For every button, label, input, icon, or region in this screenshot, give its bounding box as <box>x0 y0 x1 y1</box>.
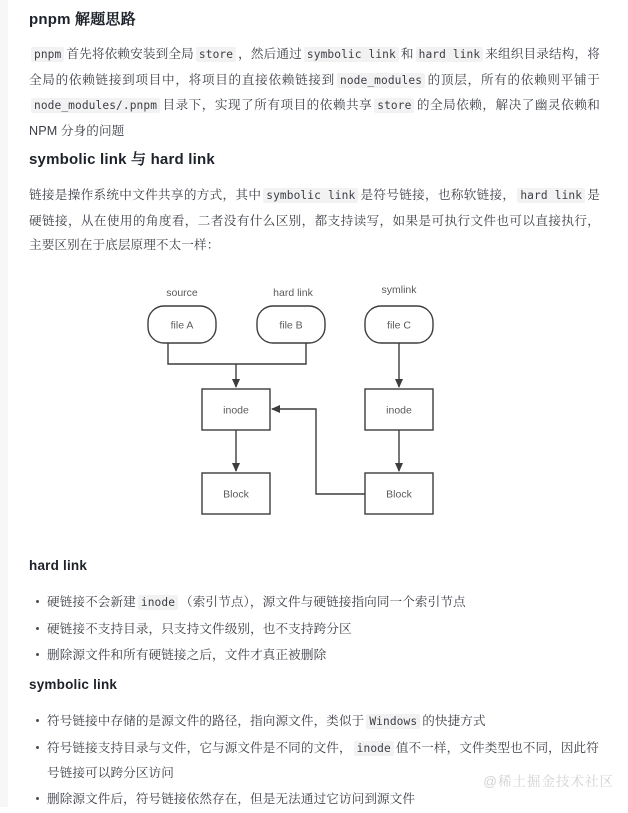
list-item: 硬链接不支持目录，只支持文件级别，也不支持跨分区 <box>47 617 600 641</box>
link-diagram-figure <box>0 272 628 540</box>
inline-code: node_modules <box>337 73 425 88</box>
site-watermark: @稀土掘金技术社区 <box>483 774 614 789</box>
inline-code: hard link <box>517 188 585 203</box>
symlink-paragraph-block <box>0 183 628 258</box>
inline-code: pnpm <box>31 47 64 62</box>
node-file-c <box>365 306 433 343</box>
inline-code: symbolic link <box>304 47 399 62</box>
intro-paragraph: pnpm 首先将依赖安装到全局 store ，然后通过 symbolic link 和 hard link 来组织目录结构，将全局的依赖链接到项目中，将项目的直接依赖链接到 node_modules 的顶层，所有的依赖则平铺于node_modules/.pnpm 目录下，实现了所有项目的依赖共享 store 的全局依赖，解决了幽灵依赖和 NPM 分身的问题 <box>29 47 600 138</box>
symbolic-link-heading-block <box>0 677 628 692</box>
node-file-b-label: file B <box>279 319 303 332</box>
page-title: pnpm 解题思路 <box>29 11 136 28</box>
heading-symbolic-link-vs-hard-link: symbolic link 与 hard link <box>29 151 215 168</box>
list-item: 符号链接中存储的是源文件的路径，指向源文件，类似于 Windows 的快捷方式 <box>47 709 600 734</box>
node-block-right-label: Block <box>386 488 412 501</box>
inline-code: Windows <box>366 714 420 729</box>
symlink-paragraph: 链接是操作系统中文件共享的方式，其中 symbolic link 是符号链接，也称软链接， hard link 是硬链接，从在使用的角度看，二者没有什么区别，都支持读写，如果是可执行文件也可以直接执行，主要区别在于底层原理不太一样： <box>29 188 600 252</box>
intro-block <box>0 42 628 143</box>
symlink-heading-block <box>0 148 628 169</box>
node-block-left <box>202 473 270 514</box>
diagram-label-source: source <box>166 287 198 299</box>
hard-link-bullet-list <box>29 590 600 667</box>
symbolic-link-list-block <box>0 709 628 813</box>
inline-code: symbolic link <box>263 188 358 203</box>
node-block-left-label: Block <box>223 488 249 501</box>
inline-code: node_modules/.pnpm <box>31 98 160 113</box>
list-item: 硬链接不会新建 inode （索引节点），源文件与硬链接指向同一个索引节点 <box>47 590 600 615</box>
heading-symbolic-link: symbolic link <box>29 677 118 692</box>
node-block-right <box>365 473 433 514</box>
node-file-a <box>148 306 216 343</box>
inline-code: inode <box>138 595 178 610</box>
inline-code: store <box>374 98 414 113</box>
inline-code: store <box>196 47 236 62</box>
node-file-b <box>257 306 325 343</box>
node-inode-left <box>202 389 270 430</box>
diagram-canvas <box>0 272 628 540</box>
hard-link-heading-block <box>0 558 628 573</box>
hard-link-list-block <box>0 590 628 669</box>
list-item: 删除源文件后，符号链接依然存在，但是无法通过它访问到源文件 <box>47 787 600 811</box>
heading-hard-link: hard link <box>29 558 88 573</box>
title-block <box>0 8 628 29</box>
node-inode-right-label: inode <box>386 404 412 417</box>
diagram-label-symlink: symlink <box>381 284 417 296</box>
node-inode-right <box>365 389 433 430</box>
node-file-a-label: file A <box>170 319 194 332</box>
edge-file-a-to-inode-left <box>168 343 236 364</box>
diagram-label-hard-link: hard link <box>273 287 313 299</box>
list-item: 符号链接支持目录与文件，它与源文件是不同的文件， inode 值不一样，文件类型也不同，因此符号链接可以跨分区访问 <box>47 736 600 785</box>
edge-file-b-to-inode-left <box>236 343 306 364</box>
node-inode-left-label: inode <box>223 404 249 417</box>
node-file-c-label: file C <box>387 319 411 332</box>
link-diagram-svg <box>0 272 628 540</box>
inline-code: inode <box>354 741 394 756</box>
edge-block-right-to-inode-left <box>272 409 365 494</box>
symbolic-link-bullet-list <box>29 709 600 811</box>
inline-code: hard link <box>416 47 484 62</box>
list-item: 删除源文件和所有硬链接之后，文件才真正被删除 <box>47 643 600 667</box>
